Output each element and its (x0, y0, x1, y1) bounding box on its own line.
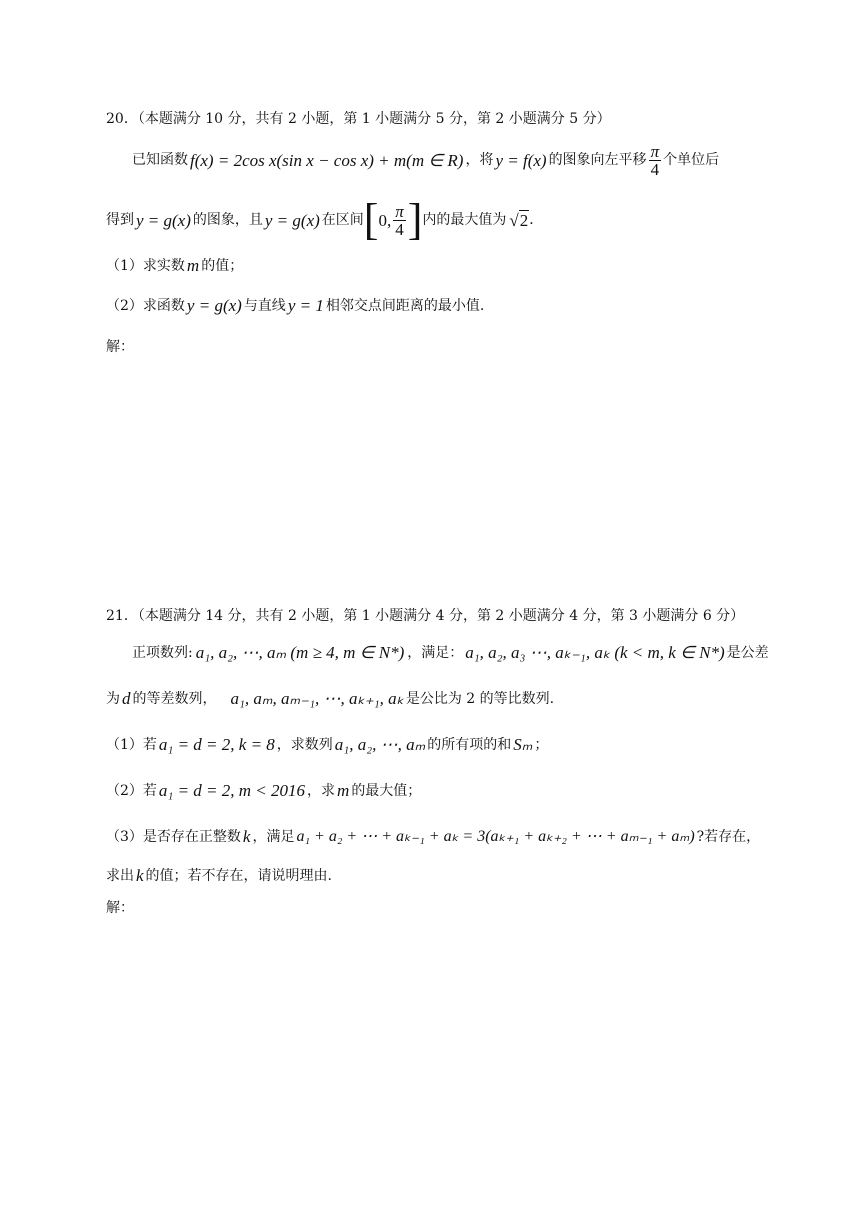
q21-stem-e: 的等差数列， (132, 690, 217, 707)
q20-stem-line1 (132, 140, 719, 180)
q20-part2-b: 与直线 (243, 297, 286, 314)
q21-p2-var: m (337, 781, 350, 800)
q21-p1-sum: Sₘ (513, 735, 533, 754)
q21-seq: a₁, a₂, ⋯, aₘ (m ≥ 4, m ∈ N*) (195, 643, 405, 662)
q20-y-eq-g: y = g(x) (136, 210, 191, 230)
q21-p3-var: k (242, 827, 251, 846)
q20-max-value: √2 (509, 210, 529, 230)
q21-p3-e: 的值；若不存在，请说明理由. (145, 867, 332, 884)
q20-header: 20．（本题满分 10 分，共有 2 小题，第 1 小题满分 5 分，第 2 小题满分 5 分） (106, 111, 611, 127)
q20-stem-d: 个单位后 (663, 152, 720, 168)
q20-stem-e: 得到 (106, 212, 134, 228)
q21-p1-d: ； (534, 736, 549, 753)
q21-stem-f: 是公比为 2 的等比数列. (405, 690, 555, 707)
q20-stem-g: 在区间 (321, 212, 364, 228)
q21-part1 (106, 736, 548, 753)
q21-p1-seq: a₁, a₂, ⋯, aₘ (334, 735, 426, 754)
q21-d-var: d (122, 689, 131, 708)
q20-y-eq-f: y = f(x) (495, 150, 547, 170)
q21-part2 (106, 782, 421, 799)
q20-part2-c: 相邻交点间距离的最小值. (325, 297, 485, 314)
q21-part3-cont (106, 867, 332, 884)
q20-left-bracket: [ (363, 195, 379, 244)
q21-p1-b: ，求数列 (276, 736, 333, 753)
q21-stem-c: 是公差 (726, 644, 769, 661)
q21-solution-label: 解： (106, 900, 134, 916)
q20-stem-end: ． (529, 212, 544, 228)
q20-interval-numerator: π (395, 201, 404, 221)
q20-function-def: f(x) = 2cos x(sin x − cos x) + m(m ∈ R) (190, 150, 464, 170)
q21-p3-a: （3）是否存在正整数 (106, 828, 241, 845)
q20-part2-line: y = 1 (287, 296, 324, 315)
q20-stem-h: 内的最大值为 (422, 212, 507, 228)
q20-right-bracket: ] (407, 195, 423, 244)
q20-stem-a: 已知函数 (132, 152, 188, 168)
q20-shift-fraction (649, 143, 662, 178)
q20-part1-b: 的值； (201, 257, 244, 274)
q21-p3-eq: a₁ + a₂ + ⋯ + aₖ₋₁ + aₖ = 3(aₖ₊₁ + aₖ₊₂ + ⋯ + aₘ₋₁ + aₘ) (296, 827, 695, 845)
q20-part2-func: y = g(x) (186, 296, 242, 315)
q21-p3-d: 求出 (106, 867, 134, 884)
q20-interval-left: 0, (378, 210, 392, 230)
q20-solution-label: 解： (106, 339, 134, 355)
q21-stem-line2 (106, 690, 554, 707)
q21-p3-b: ，满足 (252, 828, 295, 845)
q21-p2-cond: a₁ = d = 2, m < 2016 (158, 781, 306, 800)
q20-stem-line2 (106, 195, 544, 244)
q21-p1-cond: a₁ = d = 2, k = 8 (158, 735, 275, 754)
q20-y-eq-g2: y = g(x) (264, 210, 320, 230)
q20-shift-numerator: π (650, 141, 660, 161)
q20-part2-a: （2）求函数 (106, 297, 185, 314)
q20-stem-f: 的图象，且 (192, 212, 263, 228)
q20-part2 (106, 297, 484, 314)
q20-stem-c: 的图象向左平移 (548, 152, 647, 168)
q21-seq-geo: a₁, aₘ, aₘ₋₁, ⋯, aₖ₊₁, aₖ (230, 689, 404, 708)
q21-stem-b: ，满足： (407, 644, 464, 661)
q21-p2-b: ，求 (307, 782, 336, 799)
q21-seq-arith: a₁, a₂, a₃ ⋯, aₖ₋₁, aₖ (k < m, k ∈ N*) (465, 643, 725, 662)
q20-part1-var: m (186, 256, 200, 275)
q21-p3-var2: k (136, 866, 144, 885)
q21-p1-a: （1）若 (106, 736, 157, 753)
q20-shift-denominator: 4 (650, 159, 660, 179)
q21-stem-d: 为 (106, 690, 120, 707)
q21-header: 21．（本题满分 14 分，共有 2 小题，第 1 小题满分 4 分，第 2 小题满分 4 分，第 3 小题满分 6 分） (106, 608, 745, 624)
q21-p1-c: 的所有项的和 (427, 736, 512, 753)
q21-part3 (106, 828, 760, 845)
q21-stem-line1 (132, 644, 769, 661)
q21-p3-c: ?若存在， (696, 828, 761, 845)
q20-max-value-radicand: 2 (519, 210, 529, 230)
q20-part1-a: （1）求实数 (106, 257, 185, 274)
q20-stem-b: ，将 (465, 152, 494, 168)
q21-p2-a: （2）若 (106, 782, 157, 799)
q20-interval-fraction (393, 203, 406, 238)
q21-stem-a: 正项数列: (132, 644, 193, 661)
q21-p2-c: 的最大值； (351, 782, 422, 799)
q20-interval-denominator: 4 (395, 219, 404, 239)
q20-part1 (106, 257, 243, 274)
